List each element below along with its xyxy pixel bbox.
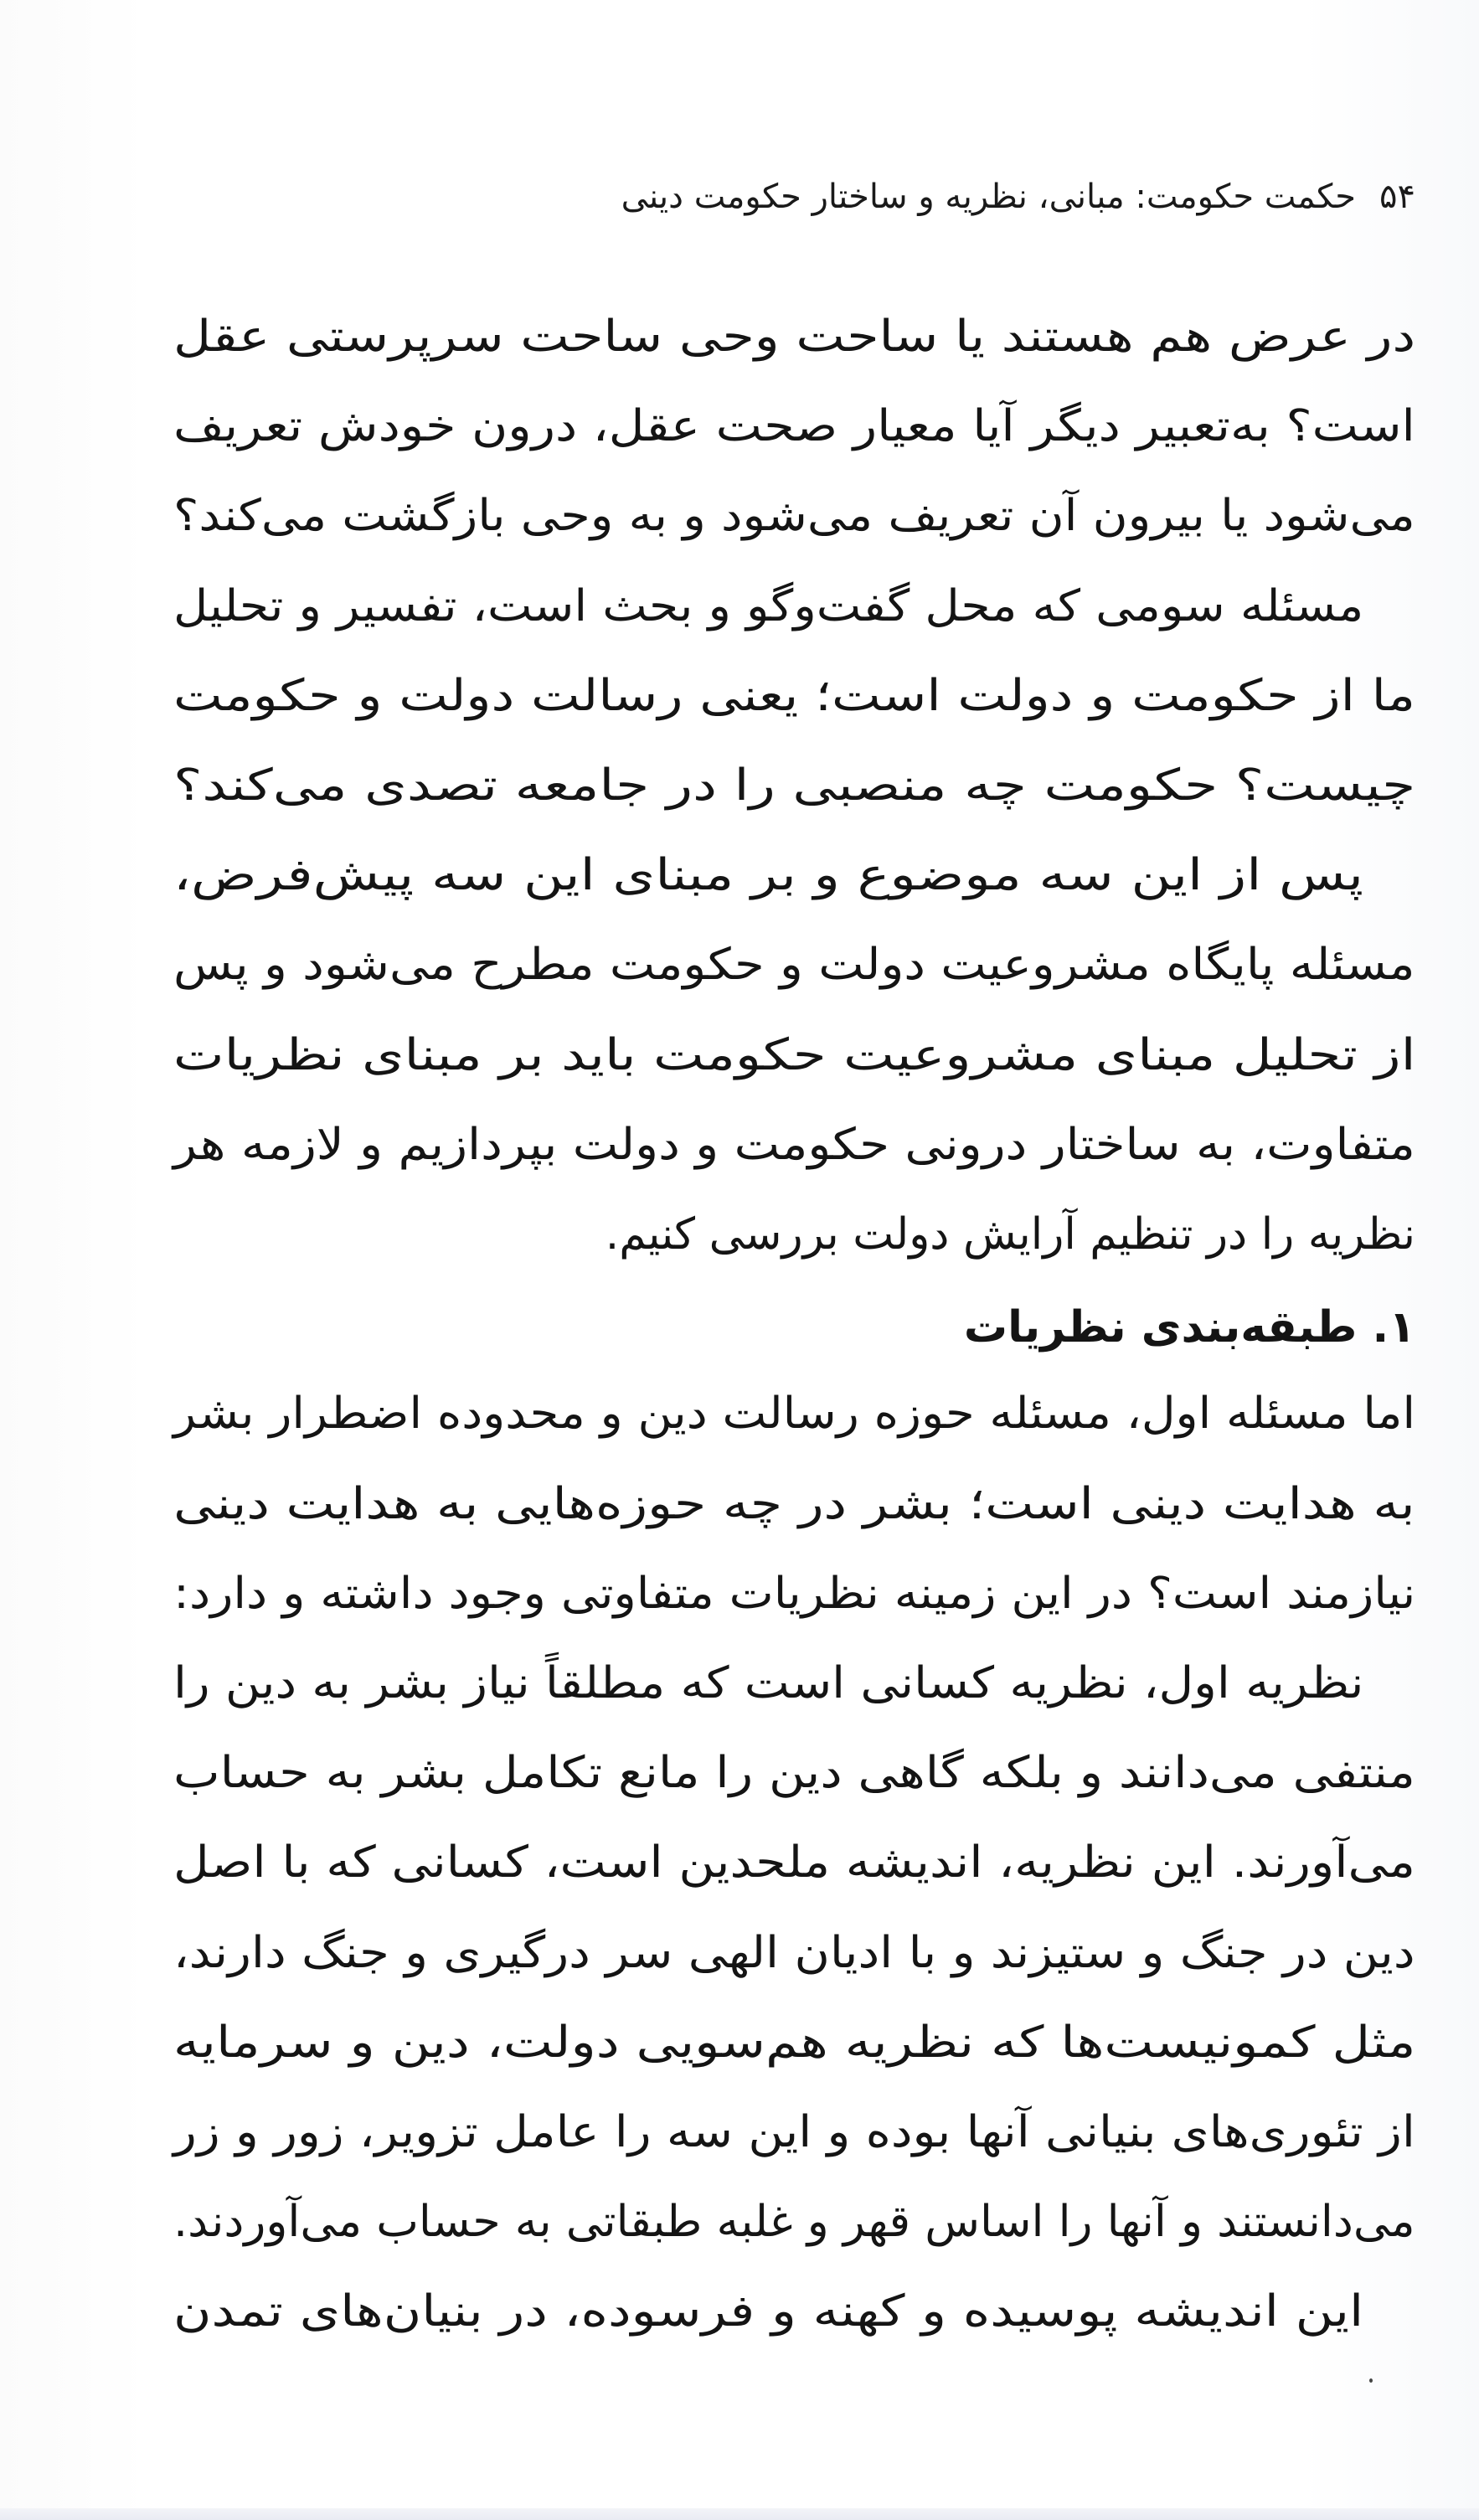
text-line: ما از حکومت و دولت است؛ یعنی رسالت دولت و حکومت bbox=[173, 670, 1415, 721]
text-line: نظریه اول، نظریه کسانی است که مطلقاً نیاز بشر به دین را bbox=[173, 1658, 1363, 1708]
page-bottom-edge bbox=[0, 2508, 1479, 2520]
text-line: این اندیشه پوسیده و کهنه و فرسوده، در بنیان‌های تمدن bbox=[173, 2286, 1363, 2337]
text-line: نظریه را در تنظیم آرایش دولت بررسی کنیم. bbox=[605, 1209, 1415, 1260]
text-line: پس از این سه موضوع و بر مبنای این سه پیش‌فرض، bbox=[173, 850, 1363, 901]
running-title: حکمت حکومت: مبانی، نظریه و ساختار حکومت دینی bbox=[621, 178, 1357, 216]
text-line: می‌شود یا بیرون آن تعریف می‌شود و به وحی بازگشت می‌کند؟ bbox=[173, 491, 1415, 542]
text-line: می‌دانستند و آنها را اساس قهر و غلبه طبقاتی به حساب می‌آوردند. bbox=[173, 2197, 1415, 2248]
text-line: می‌آورند. این نظریه، اندیشه ملحدین است، کسانی که با اصل bbox=[173, 1837, 1415, 1889]
text-line: از تحلیل مبنای مشروعیت حکومت باید بر مبنای نظریات bbox=[173, 1029, 1415, 1080]
text-line: مثل کمونیست‌ها که نظریه هم‌سویی دولت، دین و سرمایه bbox=[173, 2017, 1415, 2068]
text-line: چیست؟ حکومت چه منصبی را در جامعه تصدی می‌کند؟ bbox=[173, 760, 1415, 811]
scan-speck bbox=[1369, 2378, 1373, 2383]
page-number: ۵۴ bbox=[1379, 178, 1415, 216]
text-line: به هدایت دینی است؛ بشر در چه حوزه‌هایی به هدایت دینی bbox=[173, 1478, 1415, 1529]
text-line: مسئله سومی که محل گفت‌وگو و بحث است، تفسیر و تحلیل bbox=[173, 580, 1363, 631]
text-line: اما مسئله اول، مسئله حوزه رسالت دین و محدوده اضطرار بشر bbox=[173, 1389, 1415, 1440]
section-heading: ۱. طبقه‌بندی نظریات bbox=[963, 1302, 1415, 1353]
text-line: از تئوری‌های بنیانی آنها بوده و این سه را عامل تزویر، زور و زر bbox=[173, 2107, 1415, 2157]
text-line: نیازمند است؟ در این زمینه نظریات متفاوتی وجود داشته و دارد: bbox=[173, 1568, 1415, 1619]
text-line: در عرض هم هستند یا ساحت وحی ساحت سرپرستی عقل bbox=[173, 312, 1415, 362]
text-line: متفاوت، به ساختار درونی حکومت و دولت بپردازیم و لازمه هر bbox=[173, 1119, 1415, 1170]
text-line: دین در جنگ و ستیزند و با ادیان الهی سر درگیری و جنگ دارند، bbox=[173, 1927, 1415, 1978]
running-header bbox=[243, 172, 1415, 222]
text-line: منتفی می‌دانند و بلکه گاهی دین را مانع تکامل بشر به حساب bbox=[173, 1748, 1415, 1799]
text-line: مسئله پایگاه مشروعیت دولت و حکومت مطرح می‌شود و پس bbox=[173, 940, 1415, 991]
text-line: است؟ به‌تعبیر دیگر آیا معیار صحت عقل، درون خودش تعریف bbox=[173, 401, 1415, 452]
